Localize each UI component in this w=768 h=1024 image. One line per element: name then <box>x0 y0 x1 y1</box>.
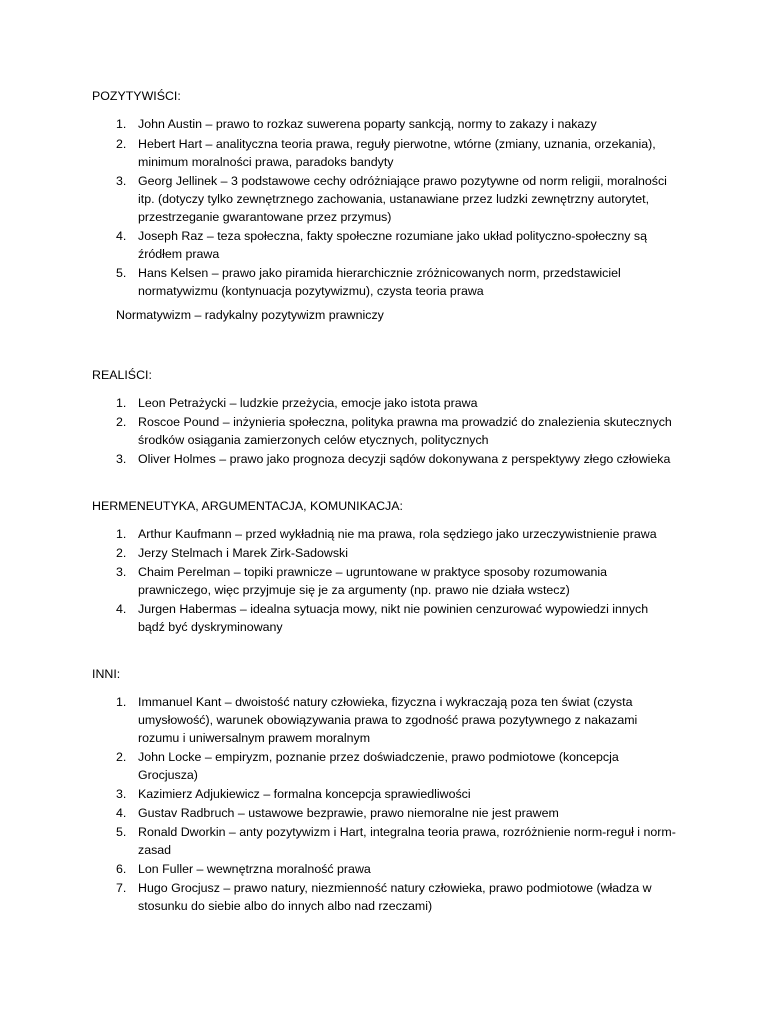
list-item <box>92 693 676 747</box>
list-item <box>92 600 676 636</box>
list-item <box>92 804 676 822</box>
item-text: – formalna koncepcja sprawiedliwości <box>259 787 471 801</box>
item-number: 2. <box>116 750 127 764</box>
item-number: 6. <box>116 862 127 876</box>
list-item <box>92 525 676 543</box>
list-item <box>92 115 676 133</box>
list-item <box>92 860 676 878</box>
item-text: – ustawowe bezprawie, prawo niemoralne nie jest prawem <box>234 806 559 820</box>
item-number: 5. <box>116 266 127 280</box>
item-text: – dwoistość natury człowieka, fizyczna i wykraczają poza ten świat (czysta umysłowość), warunek obowiązywania prawa to zgodność prawa pozytywnego z nakazami rozumu i uniwersalnym prawem moralnym <box>138 695 638 745</box>
item-name: Joseph Raz <box>138 229 204 243</box>
section-hermeneutyka <box>92 497 692 515</box>
list-item <box>92 563 676 599</box>
item-number: 4. <box>116 806 127 820</box>
item-number: 4. <box>116 602 127 616</box>
item-name: Hebert Hart <box>138 137 203 151</box>
item-name: Gustav Radbruch <box>138 806 235 820</box>
item-name: Roscoe Pound <box>138 415 220 429</box>
item-text: – ludzkie przeżycia, emocje jako istota prawa <box>226 396 478 410</box>
list-item <box>92 172 676 226</box>
list-realisci <box>92 394 692 468</box>
item-name: Immanuel Kant <box>138 695 222 709</box>
item-name: Ronald Dworkin <box>138 825 226 839</box>
item-text: – prawo jako piramida hierarchicznie zróżnicowanych norm, przedstawiciel normatywizmu (kontynuacja pozytywizmu), czysta teoria prawa <box>138 266 621 298</box>
item-name: John Locke <box>138 750 202 764</box>
item-number: 1. <box>116 117 127 131</box>
list-item <box>92 135 676 171</box>
item-name: Kazimierz Adjukiewicz <box>138 787 260 801</box>
item-number: 1. <box>116 396 127 410</box>
item-name: Hans Kelsen <box>138 266 209 280</box>
item-text: – prawo natury, niezmienność natury człowieka, prawo podmiotowe (władza w stosunku do siebie albo do innych albo nad rzeczami) <box>138 881 652 913</box>
list-pozytywisci <box>92 115 692 300</box>
section-heading: REALIŚCI: <box>92 368 152 382</box>
list-item <box>92 748 676 784</box>
item-text: – anty pozytywizm i Hart, integralna teoria prawa, rozróżnienie norm-reguł i norm-zasad <box>138 825 676 857</box>
section-inni <box>92 665 692 683</box>
item-text: – analityczna teoria prawa, reguły pierwotne, wtórne (zmiany, uznania, orzekania), minimum moralności prawa, paradoks bandyty <box>138 137 656 169</box>
list-item <box>92 394 676 412</box>
item-number: 3. <box>116 452 127 466</box>
item-name: John Austin <box>138 117 203 131</box>
list-item <box>92 227 676 263</box>
list-item <box>92 264 676 300</box>
item-name: Lon Fuller <box>138 862 194 876</box>
item-number: 1. <box>116 695 127 709</box>
item-number: 1. <box>116 527 127 541</box>
item-number: 3. <box>116 565 127 579</box>
section-heading: HERMENEUTYKA, ARGUMENTACJA, KOMUNIKACJA: <box>92 499 403 513</box>
item-text: – empiryzm, poznanie przez doświadczenie, prawo podmiotowe (koncepcja Grocjusza) <box>138 750 619 782</box>
item-name: Arthur Kaufmann <box>138 527 232 541</box>
item-text: – prawo jako prognoza decyzji sądów dokonywana z perspektywy złego człowieka <box>215 452 671 466</box>
list-item <box>92 544 676 562</box>
section-heading: POZYTYWIŚCI: <box>92 89 181 103</box>
item-text: – idealna sytuacja mowy, nikt nie powinien cenzurować wypowiedzi innych bądź być dyskryminowany <box>138 602 649 634</box>
item-number: 5. <box>116 825 127 839</box>
item-name: Chaim Perelman <box>138 565 231 579</box>
item-number: 2. <box>116 546 127 560</box>
item-name: Hugo Grocjusz <box>138 881 220 895</box>
item-number: 4. <box>116 229 127 243</box>
item-text: – teza społeczna, fakty społeczne rozumiane jako układ polityczno-społeczny są źródłem prawa <box>138 229 647 261</box>
list-item <box>92 450 676 468</box>
item-name: Jurgen Habermas <box>138 602 237 616</box>
list-item <box>92 879 676 915</box>
item-text: – wewnętrzna moralność prawa <box>193 862 371 876</box>
list-item <box>92 785 676 803</box>
item-number: 3. <box>116 787 127 801</box>
section-pozytywisci <box>92 87 692 105</box>
item-number: 7. <box>116 881 127 895</box>
item-text: – inżynieria społeczna, polityka prawna ma prowadzić do znalezienia skutecznych środków osiągania zamierzonych celów etycznych, politycznych <box>138 415 672 447</box>
item-name: Georg Jellinek <box>138 174 218 188</box>
item-number: 2. <box>116 137 127 151</box>
section-heading: INNI: <box>92 667 121 681</box>
item-name: Leon Petrażycki <box>138 396 227 410</box>
list-item <box>92 413 676 449</box>
item-number: 3. <box>116 174 127 188</box>
list-inni <box>92 693 692 915</box>
item-number: 2. <box>116 415 127 429</box>
list-item <box>92 823 676 859</box>
section-realisci <box>92 366 692 384</box>
normatywizm-note: Normatywizm – radykalny pozytywizm prawniczy <box>116 308 384 322</box>
item-text: – przed wykładnią nie ma prawa, rola sędziego jako urzeczywistnienie prawa <box>231 527 657 541</box>
item-name: Jerzy Stelmach i Marek Zirk-Sadowski <box>138 546 348 560</box>
item-text: – prawo to rozkaz suwerena poparty sankcją, normy to zakazy i nakazy <box>202 117 597 131</box>
item-text: – 3 podstawowe cechy odróżniające prawo pozytywne od norm religii, moralności itp. (dotyczy tylko zewnętrznego zachowania, ustanawiane przez ludzki zewnętrzny autorytet, przestrzeganie gwarantowane przez przymus) <box>138 174 667 224</box>
list-hermeneutyka <box>92 525 692 636</box>
item-name: Oliver Holmes <box>138 452 216 466</box>
item-text: – topiki prawnicze – ugruntowane w praktyce sposoby rozumowania prawniczego, więc przyjmuje się je za argumenty (np. prawo nie działa wstecz) <box>138 565 608 597</box>
